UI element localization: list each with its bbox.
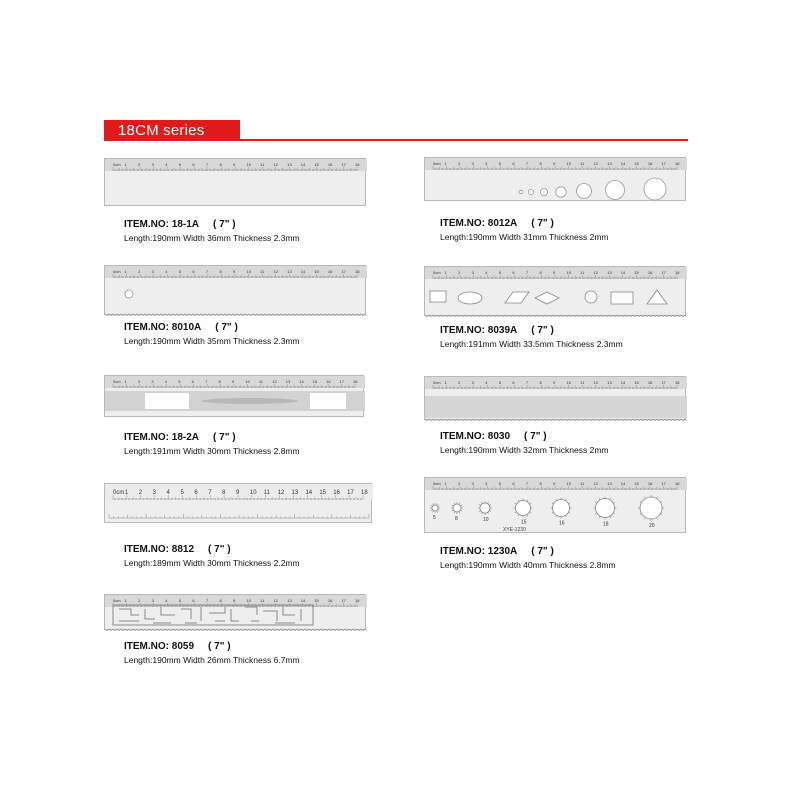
svg-text:9: 9 — [553, 270, 556, 275]
svg-text:9: 9 — [233, 269, 236, 274]
svg-text:16: 16 — [326, 379, 331, 384]
svg-text:12: 12 — [273, 162, 279, 167]
svg-text:16: 16 — [647, 380, 653, 385]
svg-text:18: 18 — [675, 481, 680, 486]
item-number: ITEM.NO: 8010A ( 7" ) — [124, 322, 238, 333]
svg-text:12: 12 — [277, 490, 285, 496]
circle-template — [453, 504, 461, 512]
svg-text:7: 7 — [205, 379, 208, 384]
svg-text:18: 18 — [355, 598, 360, 603]
svg-text:14: 14 — [620, 380, 626, 385]
svg-text:15: 15 — [634, 270, 639, 275]
svg-text:14: 14 — [300, 162, 306, 167]
svg-text:12: 12 — [273, 269, 279, 274]
svg-text:18: 18 — [355, 162, 360, 167]
svg-text:18: 18 — [353, 379, 358, 384]
svg-text:1: 1 — [124, 598, 127, 603]
svg-text:0cm: 0cm — [113, 269, 121, 274]
svg-text:12: 12 — [593, 161, 599, 166]
svg-text:8: 8 — [539, 161, 542, 166]
svg-text:11: 11 — [580, 270, 585, 275]
svg-text:8: 8 — [218, 379, 221, 384]
svg-text:9: 9 — [553, 161, 556, 166]
svg-text:12: 12 — [272, 379, 277, 384]
svg-text:10: 10 — [246, 598, 252, 603]
svg-text:2: 2 — [137, 379, 141, 384]
svg-text:4: 4 — [164, 379, 168, 384]
svg-text:18: 18 — [361, 490, 368, 496]
circle-template — [596, 499, 615, 518]
svg-text:15: 15 — [312, 379, 318, 384]
svg-text:3: 3 — [151, 269, 154, 274]
svg-text:8: 8 — [219, 598, 222, 603]
grip-band — [425, 377, 687, 421]
svg-text:13: 13 — [607, 380, 612, 385]
svg-text:0cm: 0cm — [433, 161, 441, 166]
svg-text:5: 5 — [178, 598, 182, 603]
svg-text:17: 17 — [347, 490, 354, 496]
ruler-image — [104, 594, 366, 630]
svg-text:13: 13 — [285, 379, 291, 384]
svg-text:14: 14 — [620, 161, 626, 166]
hole-size-label: 15 — [521, 519, 527, 526]
item-specs: Length:190mm Width 32mm Thickness 2mm — [440, 445, 609, 455]
svg-text:5: 5 — [498, 161, 502, 166]
svg-text:3: 3 — [152, 490, 157, 496]
svg-text:4: 4 — [485, 270, 488, 275]
svg-text:16: 16 — [327, 162, 333, 167]
svg-text:3: 3 — [151, 162, 154, 167]
svg-text:7: 7 — [525, 270, 529, 275]
svg-text:17: 17 — [661, 380, 666, 385]
svg-text:4: 4 — [485, 161, 488, 166]
svg-text:17: 17 — [661, 481, 666, 486]
svg-text:11: 11 — [258, 379, 264, 384]
hole-size-label: 18 — [603, 521, 609, 528]
svg-text:0cm: 0cm — [113, 598, 121, 603]
ruler-image — [104, 483, 372, 523]
svg-text:16: 16 — [327, 269, 333, 274]
ruler-image — [424, 157, 686, 201]
item-specs: Length:191mm Width 30mm Thickness 2.8mm — [124, 446, 300, 456]
item-number: ITEM.NO: 8812 ( 7" ) — [124, 544, 231, 555]
svg-text:0cm: 0cm — [433, 481, 441, 486]
svg-text:7: 7 — [205, 269, 209, 274]
svg-text:4: 4 — [165, 598, 168, 603]
item-specs: Length:190mm Width 40mm Thickness 2.8mm — [440, 560, 616, 570]
svg-text:11: 11 — [260, 162, 265, 167]
svg-text:15: 15 — [634, 380, 639, 385]
svg-text:4: 4 — [485, 380, 488, 385]
svg-text:1: 1 — [444, 161, 447, 166]
svg-text:9: 9 — [232, 379, 235, 384]
svg-text:9: 9 — [553, 380, 556, 385]
svg-text:5: 5 — [180, 490, 184, 496]
svg-text:4: 4 — [165, 269, 168, 274]
item-number: ITEM.NO: 18-1A ( 7" ) — [124, 219, 236, 230]
ruler-image — [424, 376, 686, 420]
svg-text:12: 12 — [273, 598, 279, 603]
svg-text:15: 15 — [319, 490, 327, 496]
circle-templates — [425, 478, 687, 534]
svg-text:10: 10 — [245, 379, 250, 384]
svg-text:16: 16 — [327, 598, 333, 603]
svg-text:12: 12 — [593, 481, 599, 486]
svg-text:8: 8 — [539, 481, 542, 486]
circle-template — [516, 501, 531, 516]
svg-text:11: 11 — [580, 161, 585, 166]
ruler-image — [104, 375, 364, 417]
svg-text:6: 6 — [191, 379, 194, 384]
svg-text:16: 16 — [647, 270, 653, 275]
svg-text:2: 2 — [458, 380, 461, 385]
svg-text:14: 14 — [300, 598, 306, 603]
svg-text:17: 17 — [661, 161, 666, 166]
item-specs: Length:190mm Width 35mm Thickness 2.3mm — [124, 336, 300, 346]
svg-text:13: 13 — [291, 490, 299, 496]
svg-text:17: 17 — [339, 379, 345, 384]
svg-text:7: 7 — [525, 380, 529, 385]
svg-text:18: 18 — [675, 161, 680, 166]
circle-template — [432, 505, 438, 511]
svg-text:8: 8 — [222, 490, 226, 496]
svg-text:6: 6 — [512, 270, 515, 275]
svg-text:8: 8 — [219, 269, 222, 274]
svg-text:8: 8 — [219, 162, 222, 167]
svg-text:8: 8 — [539, 380, 542, 385]
svg-text:3: 3 — [151, 379, 154, 384]
inch-scale — [105, 484, 373, 524]
svg-text:5: 5 — [498, 481, 502, 486]
hanging-hole — [105, 266, 367, 316]
svg-text:6: 6 — [192, 269, 195, 274]
svg-text:2: 2 — [138, 269, 141, 274]
svg-text:12: 12 — [593, 380, 599, 385]
item-specs: Length:190mm Width 26mm Thickness 6.7mm — [124, 655, 300, 665]
ruler-image — [104, 158, 366, 206]
svg-text:13: 13 — [607, 270, 612, 275]
svg-text:15: 15 — [634, 481, 639, 486]
circle-holes — [425, 158, 687, 202]
svg-text:18: 18 — [675, 380, 680, 385]
svg-text:5: 5 — [498, 270, 502, 275]
svg-text:11: 11 — [260, 269, 265, 274]
svg-text:3: 3 — [471, 481, 474, 486]
svg-text:9: 9 — [236, 490, 240, 496]
circle-template — [480, 503, 490, 513]
svg-text:15: 15 — [314, 269, 319, 274]
svg-text:9: 9 — [553, 481, 556, 486]
svg-text:5: 5 — [178, 162, 182, 167]
svg-text:17: 17 — [341, 269, 346, 274]
svg-text:6: 6 — [194, 490, 198, 496]
ruler-image — [104, 265, 366, 315]
svg-text:18: 18 — [675, 270, 680, 275]
svg-text:6: 6 — [512, 481, 515, 486]
svg-text:11: 11 — [580, 380, 585, 385]
svg-text:15: 15 — [634, 161, 639, 166]
item-specs: Length:191mm Width 33.5mm Thickness 2.3mm — [440, 339, 623, 349]
svg-text:7: 7 — [205, 162, 209, 167]
svg-text:5: 5 — [498, 380, 502, 385]
svg-text:17: 17 — [341, 162, 346, 167]
magnifier-windows — [105, 376, 365, 418]
maze-pattern — [105, 595, 367, 631]
svg-text:10: 10 — [246, 269, 252, 274]
svg-text:9: 9 — [233, 598, 236, 603]
svg-text:5: 5 — [178, 269, 182, 274]
svg-text:0cm: 0cm — [433, 270, 441, 275]
svg-text:8: 8 — [539, 270, 542, 275]
svg-text:3: 3 — [471, 161, 474, 166]
svg-text:1: 1 — [444, 481, 447, 486]
svg-text:13: 13 — [607, 481, 612, 486]
svg-text:16: 16 — [647, 161, 653, 166]
svg-text:5: 5 — [178, 379, 181, 384]
svg-text:0cm: 0cm — [433, 380, 441, 385]
shape-stencils — [425, 267, 687, 317]
svg-text:14: 14 — [620, 481, 626, 486]
svg-text:6: 6 — [192, 598, 195, 603]
svg-text:1: 1 — [124, 162, 127, 167]
svg-text:13: 13 — [607, 161, 612, 166]
svg-text:0cm: 0cm — [113, 162, 121, 167]
svg-text:11: 11 — [260, 598, 265, 603]
svg-text:7: 7 — [208, 490, 212, 496]
svg-text:15: 15 — [314, 162, 319, 167]
svg-text:1: 1 — [444, 270, 447, 275]
svg-text:17: 17 — [661, 270, 666, 275]
svg-text:2: 2 — [458, 161, 461, 166]
svg-text:14: 14 — [305, 490, 313, 496]
svg-text:6: 6 — [512, 161, 515, 166]
svg-text:10: 10 — [566, 161, 572, 166]
svg-text:2: 2 — [138, 490, 143, 496]
circle-template — [553, 500, 570, 517]
ruler-image — [424, 477, 686, 533]
svg-text:4: 4 — [166, 490, 170, 496]
svg-text:0cm: 0cm — [113, 379, 121, 384]
svg-text:6: 6 — [192, 162, 195, 167]
item-number: ITEM.NO: 8030 ( 7" ) — [440, 431, 547, 442]
svg-text:10: 10 — [249, 490, 257, 496]
model-text: XYE-1230 — [503, 527, 526, 533]
svg-text:13: 13 — [287, 598, 292, 603]
svg-text:3: 3 — [471, 270, 474, 275]
svg-text:12: 12 — [593, 270, 599, 275]
hole-size-label: 16 — [559, 520, 565, 527]
svg-text:15: 15 — [314, 598, 319, 603]
svg-text:14: 14 — [300, 269, 306, 274]
hole-size-label: 20 — [649, 523, 655, 529]
svg-text:9: 9 — [233, 162, 236, 167]
svg-text:6: 6 — [512, 380, 515, 385]
svg-text:10: 10 — [566, 380, 572, 385]
ruler-image — [424, 266, 686, 316]
svg-text:7: 7 — [525, 481, 529, 486]
hole-size-label: 10 — [483, 517, 489, 523]
item-number: ITEM.NO: 1230A ( 7" ) — [440, 546, 554, 557]
svg-text:4: 4 — [485, 481, 488, 486]
svg-text:3: 3 — [151, 598, 154, 603]
svg-text:18: 18 — [355, 269, 360, 274]
svg-text:16: 16 — [333, 490, 340, 496]
svg-text:17: 17 — [341, 598, 346, 603]
ruler-scale — [105, 159, 367, 207]
svg-text:2: 2 — [138, 598, 141, 603]
item-number: ITEM.NO: 8039A ( 7" ) — [440, 325, 554, 336]
svg-text:16: 16 — [647, 481, 653, 486]
svg-text:13: 13 — [287, 162, 292, 167]
svg-text:1: 1 — [124, 490, 129, 496]
item-number: ITEM.NO: 8059 ( 7" ) — [124, 641, 231, 652]
svg-text:2: 2 — [458, 270, 461, 275]
series-banner — [104, 120, 240, 141]
svg-text:3: 3 — [471, 380, 474, 385]
svg-text:7: 7 — [205, 598, 209, 603]
svg-text:0cm: 0cm — [113, 490, 125, 496]
svg-text:10: 10 — [246, 162, 252, 167]
svg-text:11: 11 — [580, 481, 585, 486]
svg-text:4: 4 — [165, 162, 168, 167]
svg-text:2: 2 — [458, 481, 461, 486]
svg-text:7: 7 — [525, 161, 529, 166]
item-specs: Length:190mm Width 31mm Thickness 2mm — [440, 232, 609, 242]
svg-text:10: 10 — [566, 270, 572, 275]
item-specs: Length:190mm Width 36mm Thickness 2.3mm — [124, 233, 300, 243]
svg-text:14: 14 — [620, 270, 626, 275]
svg-text:11: 11 — [263, 490, 271, 496]
series-title: 18CM series — [118, 122, 205, 139]
svg-text:10: 10 — [566, 481, 572, 486]
svg-text:1: 1 — [444, 380, 447, 385]
item-specs: Length:189mm Width 30mm Thickness 2.2mm — [124, 558, 300, 568]
hole-size-label: 8 — [455, 516, 458, 522]
svg-text:13: 13 — [287, 269, 292, 274]
svg-text:14: 14 — [299, 379, 304, 384]
svg-text:1: 1 — [124, 269, 127, 274]
svg-text:2: 2 — [138, 162, 141, 167]
svg-text:1: 1 — [124, 379, 127, 384]
circle-template — [640, 497, 662, 519]
hole-size-label: 5 — [433, 515, 436, 521]
item-number: ITEM.NO: 18-2A ( 7" ) — [124, 432, 236, 443]
item-number: ITEM.NO: 8012A ( 7" ) — [440, 218, 554, 229]
